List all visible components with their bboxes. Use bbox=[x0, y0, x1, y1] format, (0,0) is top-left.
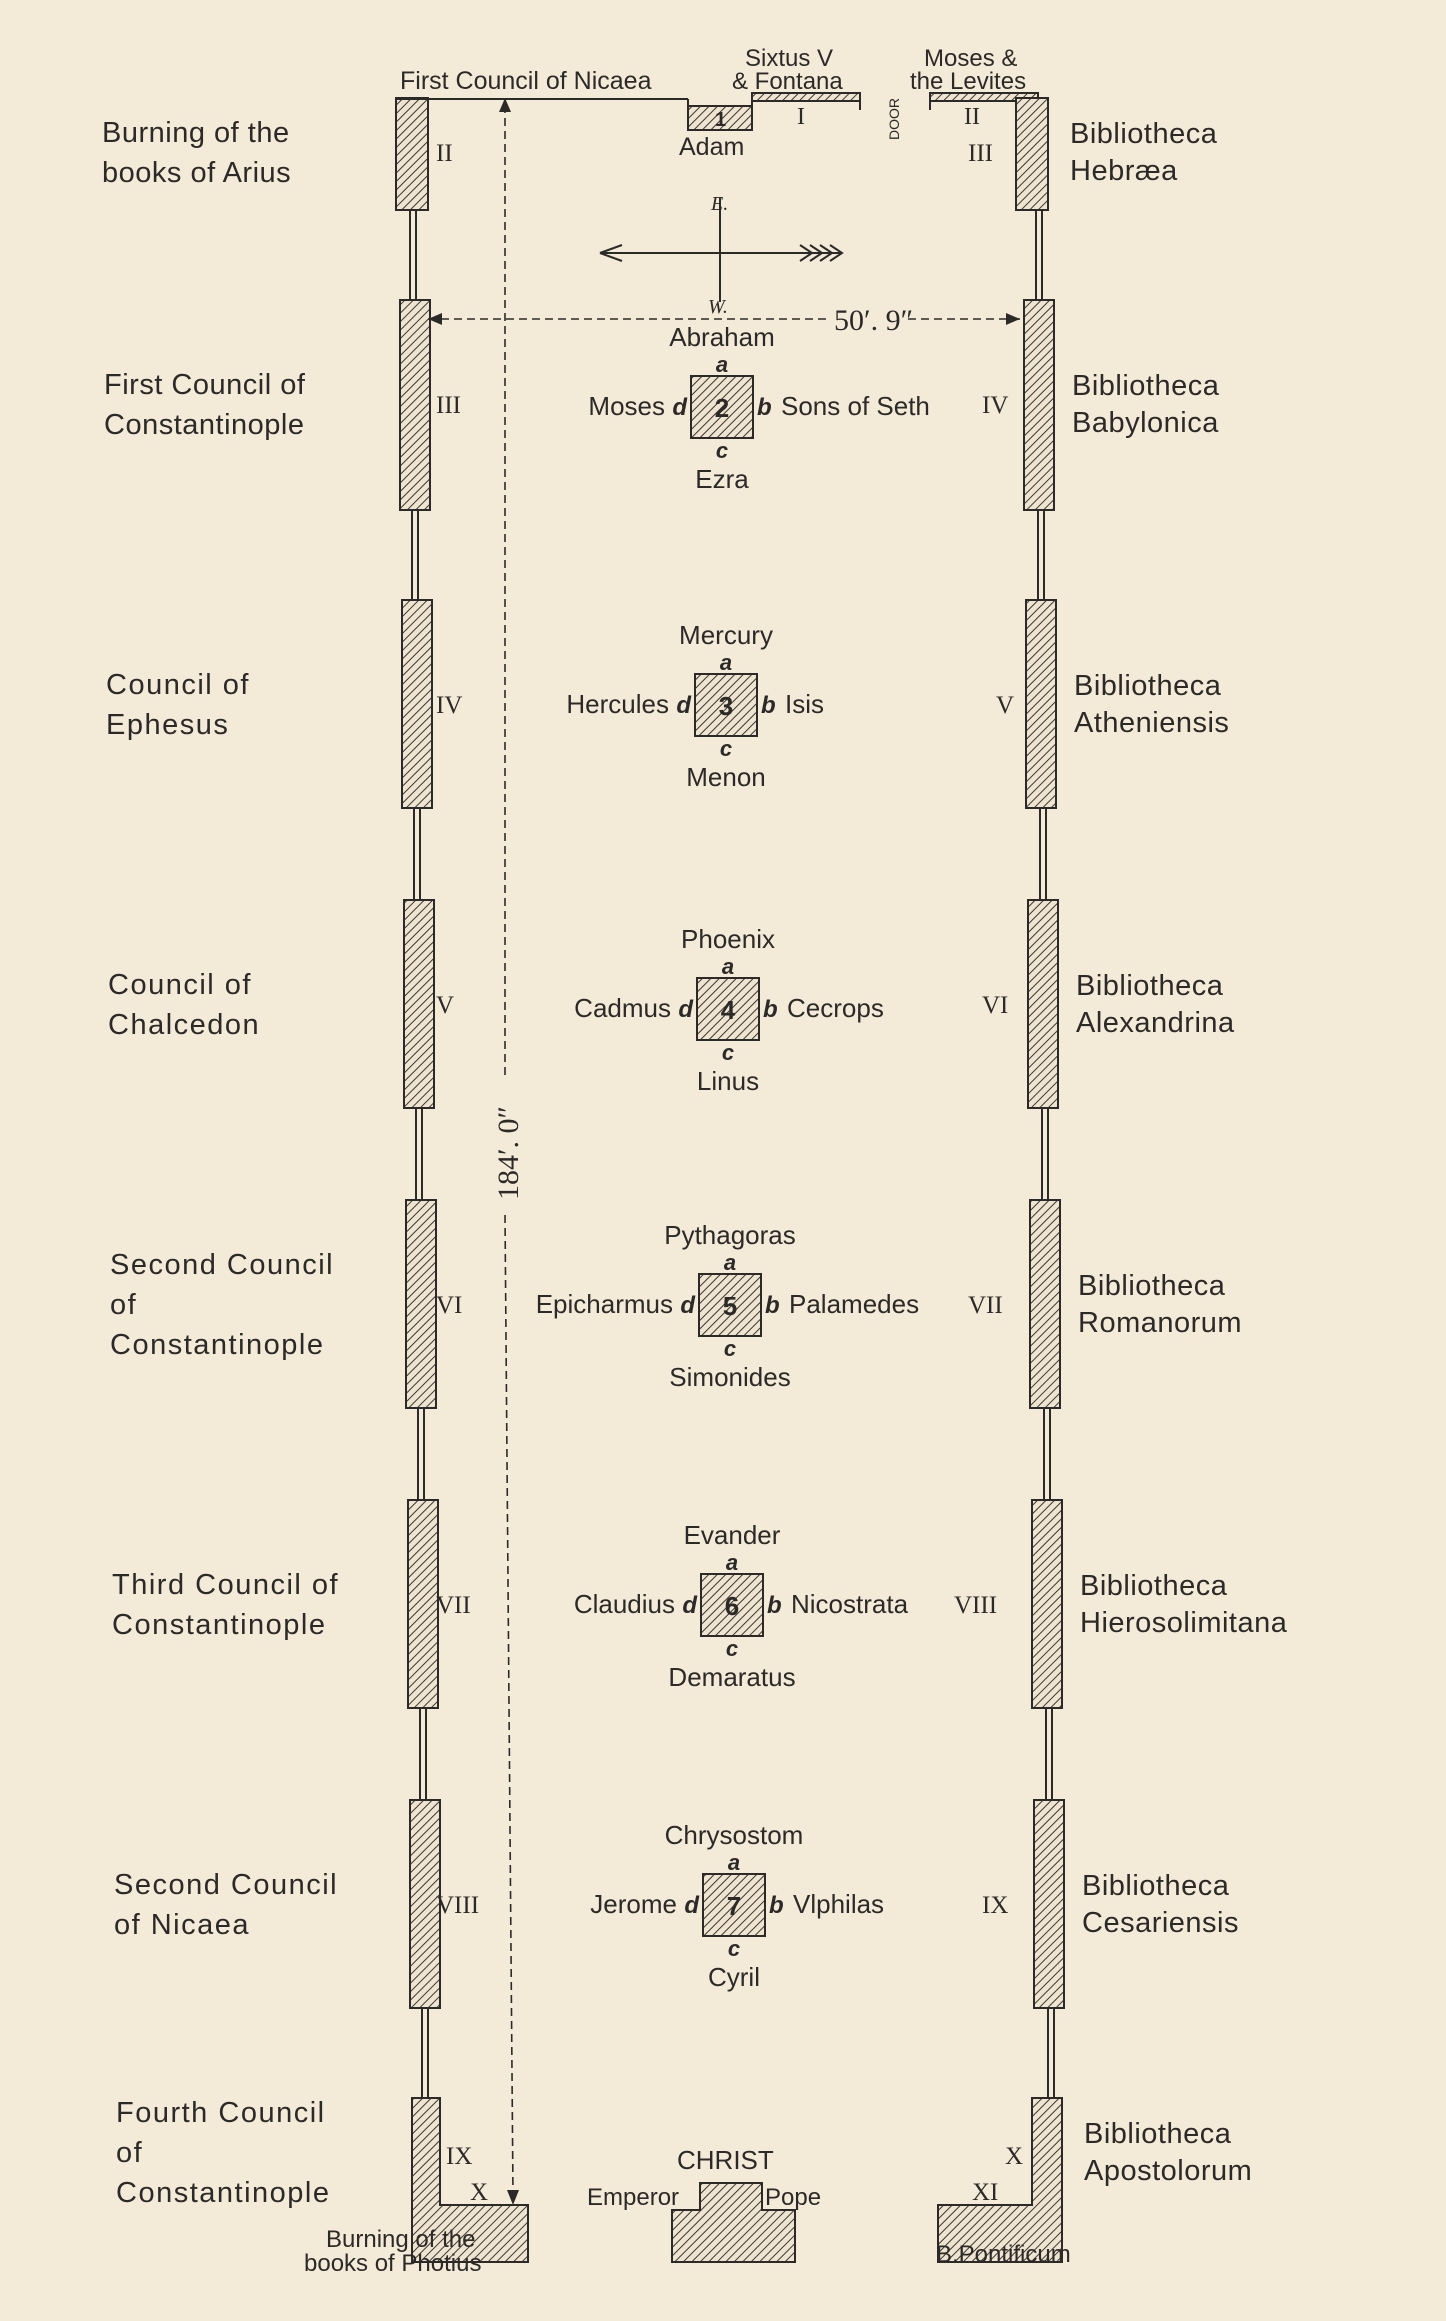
face-letter-b: b bbox=[761, 692, 776, 719]
face-letter-d: d bbox=[682, 1592, 697, 1619]
right-wall-label: Bibliotheca bbox=[1084, 2118, 1232, 2150]
face-letter-a: a bbox=[719, 650, 733, 675]
first-council-nicaea-label: First Council of Nicaea bbox=[400, 67, 652, 95]
photius-label: books of Photius bbox=[304, 2250, 482, 2277]
pillar-face-d-name: Claudius bbox=[573, 1589, 675, 1619]
pillar-4 bbox=[574, 924, 884, 1096]
pillar-face-c-name: Simonides bbox=[669, 1362, 791, 1392]
face-letter-d: d bbox=[680, 1292, 695, 1319]
pillar-face-d-name: Epicharmus bbox=[535, 1289, 673, 1319]
pillar-number: 7 bbox=[726, 1891, 742, 1921]
pillar-number: 2 bbox=[714, 393, 730, 423]
labels bbox=[102, 117, 1288, 2277]
dimension-length-label: 184′. 0″ bbox=[492, 1105, 525, 1200]
right-wall-label: Atheniensis bbox=[1074, 707, 1230, 739]
pillar-face-b-name: Sons of Seth bbox=[781, 391, 930, 421]
emperor-label: Emperor bbox=[587, 2184, 680, 2211]
pillar-face-a-name: Pythagoras bbox=[664, 1220, 796, 1250]
face-letter-c: c bbox=[721, 1040, 735, 1065]
left-wall-label: Ephesus bbox=[106, 709, 230, 741]
left-wall-label: of bbox=[116, 2137, 144, 2169]
right-wall-label: Alexandrina bbox=[1076, 1007, 1235, 1039]
right-wall-label: Bibliotheca bbox=[1070, 118, 1218, 150]
pillar-face-c-name: Cyril bbox=[708, 1962, 760, 1992]
sixtus-label-1: Sixtus V bbox=[745, 45, 834, 72]
right-wall-label: Cesariensis bbox=[1082, 1907, 1239, 1939]
left-wall-label: Constantinople bbox=[104, 409, 305, 441]
wall-segment-left bbox=[404, 900, 434, 1108]
left-wall-label: Council of bbox=[106, 669, 250, 701]
face-letter-d: d bbox=[678, 996, 693, 1023]
pillar-number: 4 bbox=[720, 995, 736, 1025]
face-letter-a: a bbox=[715, 352, 729, 377]
adam-label: Adam bbox=[679, 133, 745, 161]
moses-levites-label-2: the Levites bbox=[910, 68, 1027, 95]
right-wall-label: Hebræa bbox=[1070, 155, 1178, 187]
numeral-top-II: II bbox=[964, 104, 980, 130]
face-letter-b: b bbox=[765, 1292, 780, 1319]
right-wall-label: Babylonica bbox=[1072, 407, 1219, 439]
right-wall-numeral: III bbox=[968, 140, 993, 167]
pillar-face-b-name: Nicostrata bbox=[791, 1589, 909, 1619]
wall-segment-top-left bbox=[396, 98, 428, 210]
right-wall-label: Bibliotheca bbox=[1078, 1270, 1226, 1302]
left-wall-label: Fourth Council bbox=[116, 2097, 326, 2129]
face-letter-d: d bbox=[676, 692, 691, 719]
wall-segment-right bbox=[1028, 900, 1058, 1108]
wall-segment-left bbox=[402, 600, 432, 808]
right-wall-label: Bibliotheca bbox=[1074, 670, 1222, 702]
left-wall-numeral: IV bbox=[436, 692, 463, 719]
left-wall-label: Council of bbox=[108, 969, 252, 1001]
right-bottom-numeral: XI bbox=[972, 2179, 999, 2206]
right-wall-numeral: IX bbox=[982, 1892, 1009, 1919]
face-letter-a: a bbox=[721, 954, 735, 979]
face-letter-b: b bbox=[767, 1592, 782, 1619]
sixtus-label-2: & Fontana bbox=[732, 68, 843, 95]
wall-segment-left bbox=[408, 1500, 438, 1708]
wall-segment-top-right bbox=[1016, 98, 1048, 210]
right-wall-label: Bibliotheca bbox=[1076, 970, 1224, 1002]
face-letter-d: d bbox=[672, 394, 687, 421]
left-wall-label: Third Council of bbox=[112, 1569, 340, 1601]
pillar-5 bbox=[536, 1220, 919, 1392]
left-wall-label: Second Council bbox=[114, 1869, 339, 1901]
wall-segment-right bbox=[1034, 1800, 1064, 2008]
pillar-face-d-name: Jerome bbox=[590, 1889, 677, 1919]
wall-segment-right bbox=[1030, 1200, 1060, 1408]
right-wall-label: Bibliotheca bbox=[1080, 1570, 1228, 1602]
left-wall-numeral: V bbox=[436, 992, 455, 1019]
pillar-number: 3 bbox=[718, 691, 734, 721]
moses-levites-label-1: Moses & bbox=[924, 45, 1018, 72]
left-wall-numeral: IX bbox=[446, 2143, 473, 2170]
right-wall-label: Apostolorum bbox=[1084, 2155, 1253, 2187]
right-wall-numeral: IV bbox=[982, 392, 1009, 419]
left-wall-label: Constantinople bbox=[116, 2177, 331, 2209]
face-letter-a: a bbox=[727, 1850, 741, 1875]
pillar-face-d-name: Cadmus bbox=[574, 993, 671, 1023]
pillar-face-a-name: Chrysostom bbox=[664, 1820, 804, 1850]
door-label: DOOR bbox=[886, 98, 902, 140]
pillar-face-b-name: Vlphilas bbox=[793, 1889, 885, 1919]
left-wall-numeral: II bbox=[436, 140, 453, 167]
pillar-face-b-name: Cecrops bbox=[787, 993, 884, 1023]
pillar-face-c-name: Demaratus bbox=[668, 1662, 796, 1692]
pillar-2 bbox=[588, 322, 929, 494]
right-wall-label: Bibliotheca bbox=[1082, 1870, 1230, 1902]
left-wall-label: Second Council bbox=[110, 1249, 335, 1281]
dimension-width-label: 50′. 9″ bbox=[834, 304, 914, 337]
pillar-3 bbox=[566, 620, 824, 792]
face-letter-c: c bbox=[727, 1936, 741, 1961]
left-wall-numeral: VII bbox=[436, 1592, 471, 1619]
face-letter-b: b bbox=[757, 394, 772, 421]
left-wall-label: books of Arius bbox=[102, 157, 292, 189]
compass-west: W. bbox=[708, 296, 728, 318]
pillar-face-a-name: Phoenix bbox=[681, 924, 775, 954]
wall-segment-right bbox=[1026, 600, 1056, 808]
pillar-face-c-name: Ezra bbox=[695, 464, 749, 494]
pillar-number: 5 bbox=[722, 1291, 738, 1321]
pillar-face-d-name: Hercules bbox=[566, 689, 669, 719]
christ-label: CHRIST bbox=[677, 2145, 774, 2175]
numeral-top-I: I bbox=[797, 104, 805, 130]
pillar-6 bbox=[574, 1520, 909, 1692]
right-wall-numeral: X bbox=[1005, 2143, 1024, 2170]
right-wall-label: Romanorum bbox=[1078, 1307, 1243, 1339]
right-wall-label: Bibliotheca bbox=[1072, 370, 1220, 402]
left-wall-numeral: VI bbox=[436, 1292, 463, 1319]
pillars bbox=[536, 322, 930, 1992]
left-bottom-numeral: X bbox=[470, 2179, 489, 2206]
face-letter-c: c bbox=[719, 736, 733, 761]
face-letter-b: b bbox=[769, 1892, 784, 1919]
b-pontificum-label: B.Pontificum bbox=[936, 2241, 1071, 2268]
face-letter-c: c bbox=[723, 1336, 737, 1361]
left-wall-label: Constantinople bbox=[112, 1609, 327, 1641]
left-wall-label: Constantinople bbox=[110, 1329, 325, 1361]
left-wall-label: Chalcedon bbox=[108, 1009, 261, 1041]
face-letter-a: a bbox=[723, 1250, 737, 1275]
pillar-face-a-name: Abraham bbox=[669, 322, 775, 352]
right-wall-numeral: VII bbox=[968, 1292, 1003, 1319]
pillar-face-d-name: Moses bbox=[588, 391, 665, 421]
left-wall-numeral: VIII bbox=[436, 1892, 480, 1919]
pillar-face-c-name: Linus bbox=[696, 1066, 760, 1096]
pillar-face-b-name: Palamedes bbox=[789, 1289, 920, 1319]
pillar-face-a-name: Mercury bbox=[679, 620, 773, 650]
left-wall-label: First Council of bbox=[104, 369, 306, 401]
face-letter-c: c bbox=[725, 1636, 739, 1661]
adam-number: 1 bbox=[715, 109, 727, 131]
wall-segment-left bbox=[406, 1200, 436, 1408]
wall-segment-left bbox=[400, 300, 430, 510]
wall-corner-bottom-right bbox=[938, 2098, 1062, 2262]
left-wall-label: of bbox=[110, 1289, 138, 1321]
pillar-7 bbox=[590, 1820, 884, 1992]
face-letter-b: b bbox=[763, 996, 778, 1023]
right-wall-label: Hierosolimitana bbox=[1080, 1607, 1288, 1639]
wall-segment-right bbox=[1024, 300, 1054, 510]
compass-east: E. bbox=[711, 193, 729, 215]
face-letter-a: a bbox=[725, 1550, 739, 1575]
photius-label: Burning of the bbox=[326, 2226, 476, 2253]
wall-segment-right bbox=[1032, 1500, 1062, 1708]
right-wall-numeral: V bbox=[996, 692, 1015, 719]
left-wall-numeral: III bbox=[436, 392, 461, 419]
pope-label: Pope bbox=[765, 2184, 822, 2211]
pillar-face-a-name: Evander bbox=[683, 1520, 781, 1550]
left-wall-label: of Nicaea bbox=[114, 1909, 251, 1941]
pillar-number: 6 bbox=[724, 1591, 740, 1621]
face-letter-d: d bbox=[684, 1892, 699, 1919]
right-wall-numeral: VI bbox=[982, 992, 1009, 1019]
left-wall-label: Burning of the bbox=[102, 117, 290, 149]
right-wall-numeral: VIII bbox=[954, 1592, 998, 1619]
pillar-face-c-name: Menon bbox=[686, 762, 766, 792]
face-letter-c: c bbox=[715, 438, 729, 463]
pillar-face-b-name: Isis bbox=[785, 689, 824, 719]
